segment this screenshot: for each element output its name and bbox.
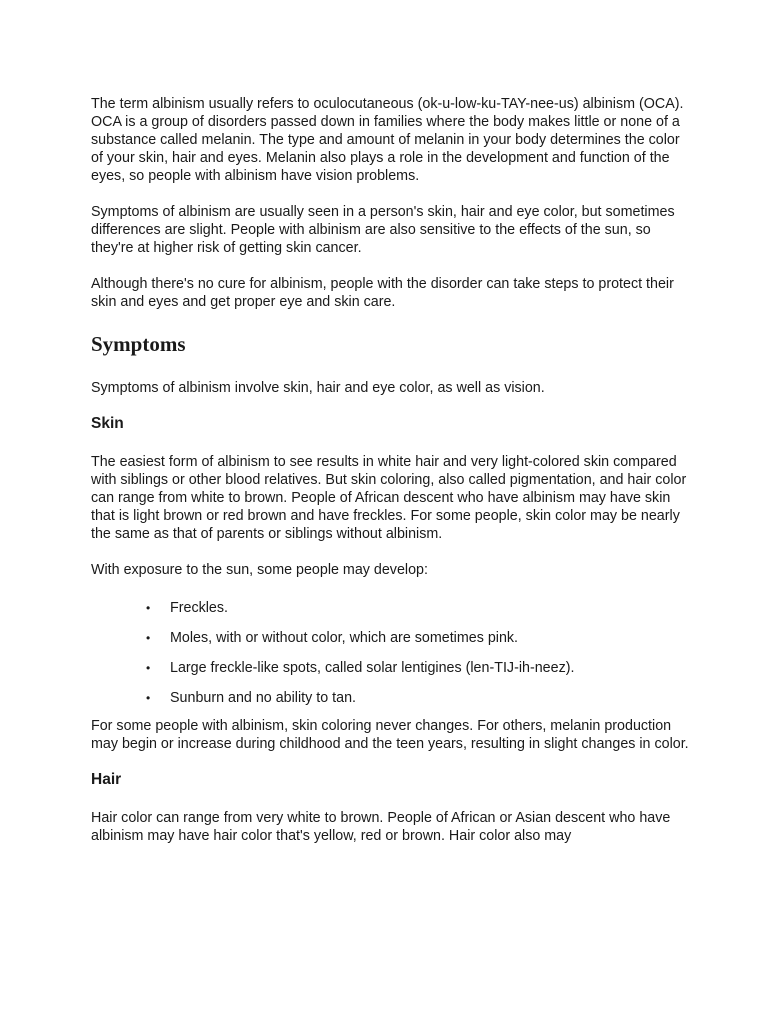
bullet-icon: • bbox=[146, 631, 151, 645]
list-item bbox=[91, 599, 691, 617]
list-item-text: Moles, with or without color, which are sometimes pink. bbox=[170, 630, 519, 646]
bullet-icon: • bbox=[146, 601, 151, 615]
hair-heading: Hair bbox=[91, 771, 122, 788]
symptoms-intro: Symptoms of albinism involve skin, hair and eye color, as well as vision. bbox=[91, 380, 545, 396]
bullet-icon: • bbox=[146, 661, 151, 675]
list-item-text: Sunburn and no ability to tan. bbox=[170, 690, 356, 706]
intro-paragraph: The term albinism usually refers to oculocutaneous (ok-u-low-ku-TAY-nee-us) albinism (OCA). OCA is a group of disorders passed down in families where the body makes little or none of a substance called melanin. The type and amount of melanin in your body determines the color of your skin, hair and eyes. Melanin also plays a role in the development and function of the eyes, so people with albinism have vision problems. bbox=[91, 96, 684, 184]
hair-paragraph: Hair color can range from very white to brown. People of African or Asian descent who have albinism may have hair color that's yellow, red or brown. Hair color also may bbox=[91, 810, 671, 844]
sun-exposure-list bbox=[91, 599, 691, 707]
intro-paragraph: Symptoms of albinism are usually seen in a person's skin, hair and eye color, but sometimes differences are slight. People with albinism are also sensitive to the effects of the sun, so they're at higher risk of getting skin cancer. bbox=[91, 204, 675, 256]
skin-heading: Skin bbox=[91, 415, 124, 432]
list-item bbox=[91, 689, 691, 707]
list-item bbox=[91, 629, 691, 647]
bullet-icon: • bbox=[146, 691, 151, 705]
list-item bbox=[91, 659, 691, 677]
skin-closing-paragraph: For some people with albinism, skin coloring never changes. For others, melanin production may begin or increase during childhood and the teen years, resulting in slight changes in color. bbox=[91, 718, 689, 752]
symptoms-heading: Symptoms bbox=[91, 332, 186, 356]
skin-list-intro: With exposure to the sun, some people may develop: bbox=[91, 562, 428, 578]
list-item-text: Large freckle-like spots, called solar lentigines (len-TIJ-ih-neez). bbox=[170, 660, 575, 676]
list-item-text: Freckles. bbox=[170, 600, 228, 616]
document-page bbox=[91, 95, 691, 845]
skin-paragraph: The easiest form of albinism to see results in white hair and very light-colored skin compared with siblings or other blood relatives. But skin coloring, also called pigmentation, and hair color can range from white to brown. People of African descent who have albinism may have skin that is light brown or red brown and have freckles. For some people, skin color may be nearly the same as that of parents or siblings without albinism. bbox=[91, 454, 687, 542]
intro-paragraph: Although there's no cure for albinism, people with the disorder can take steps to protect their skin and eyes and get proper eye and skin care. bbox=[91, 276, 674, 310]
